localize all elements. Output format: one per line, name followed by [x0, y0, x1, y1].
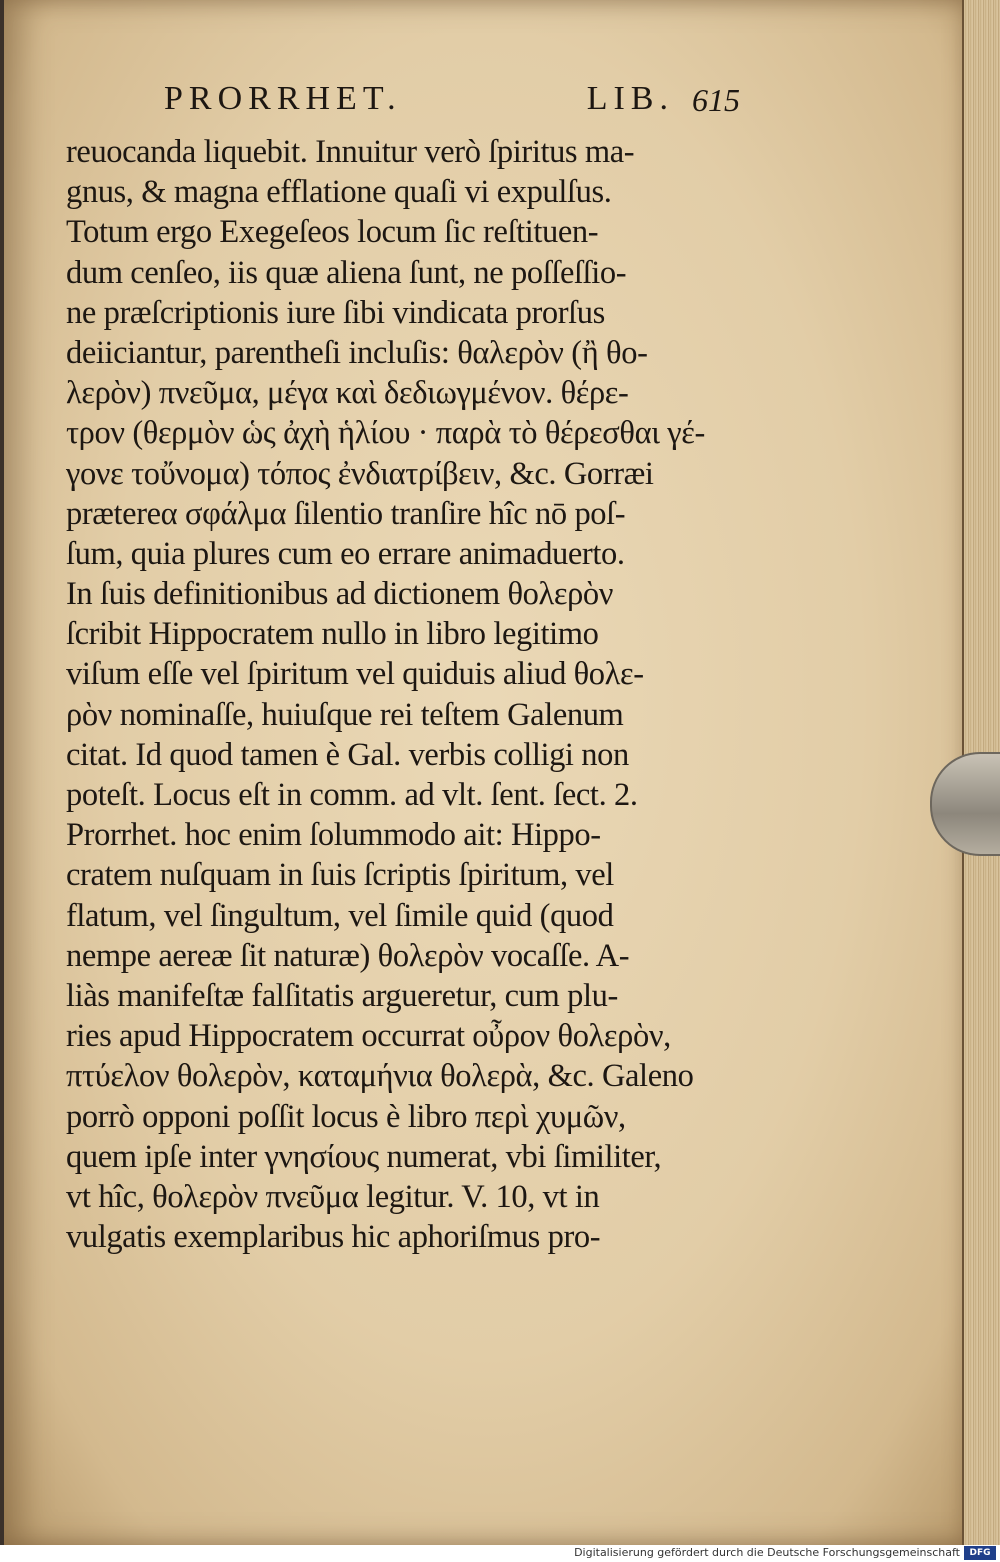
text-line: liàs manifeſtæ falſitatis argueretur, cum plu- — [66, 977, 618, 1014]
text-line: viſum eſſe vel ſpiritum vel quiduis aliud θολε- — [66, 656, 644, 693]
text-line: cratem nuſquam in ſuis ſcriptis ſpiritum, vel — [66, 857, 614, 894]
text-line: nempe aereæ ſit naturæ) θολερὸν vocaſſe. A- — [66, 937, 630, 974]
text-line: ries apud Hippocratem occurrat οὖρον θολερὸν, — [66, 1018, 671, 1055]
book-page — [4, 0, 972, 1545]
text-line: vt hîc, θολερὸν πνεῦμα legitur. V. 10, vt in — [66, 1178, 600, 1215]
text-line: gnus, & magna efflatione quaſi vi expulſus. — [66, 174, 612, 211]
page-number: 615 — [692, 82, 740, 118]
text-line: Totum ergo Exegeſeos locum ſic reſtituen- — [66, 214, 599, 251]
text-line: πτύελον θολερὸν, καταμήνια θολερὰ, &c. Galeno — [66, 1058, 694, 1095]
text-line: citat. Id quod tamen è Gal. verbis colligi non — [66, 736, 629, 773]
text-line: λερὸν) πνεῦμα, μέγα καὶ δεδιωγμένον. θέρε- — [66, 375, 629, 412]
text-block — [66, 132, 746, 1257]
text-line: flatum, vel ſingultum, vel ſimile quid (quod — [66, 897, 614, 934]
text-line: porrò opponi poſſit locus è libro περὶ χυμῶν, — [66, 1098, 626, 1135]
text-line: ſum, quia plures cum eo errare animaduerto. — [66, 535, 625, 572]
text-line: ne præſcriptionis iure ſibi vindicata prorſus — [66, 294, 605, 331]
text-line: prætereα σφάλμα ſilentio tranſire hîc nō poſ- — [66, 495, 626, 532]
text-line: ſcribit Hippocratem nullo in libro legitimo — [66, 616, 599, 653]
footer-bar — [0, 1545, 1000, 1562]
running-head-title: PRORRHET. — [164, 80, 402, 117]
running-head-book: LIB. — [586, 80, 674, 117]
footer-credit: Digitalisierung gefördert durch die Deutsche Forschungsgemeinschaft — [574, 1546, 960, 1559]
text-line: poteſt. Locus eſt in comm. ad vlt. ſent. ſect. 2. — [66, 777, 638, 813]
text-line: reuocanda liquebit. Innuitur verò ſpiritus ma- — [66, 134, 635, 170]
text-line: In ſuis definitionibus ad dictionem θολερὸν — [66, 576, 614, 613]
dfg-logo: DFG — [964, 1546, 996, 1560]
text-line: quem ipſe inter γνησίους numerat, vbi ſimiliter, — [66, 1138, 662, 1175]
text-line: τρον (θερμὸν ὡς ἀχὴ ἡλίου · παρὰ τὸ θέρεσθαι γέ- — [66, 415, 705, 452]
text-line: deiiciantur, parentheſi incluſis: θαλερὸν (ἢ θο- — [66, 334, 648, 371]
text-line: Prorrhet. hoc enim ſolummodo ait: Hippo- — [66, 817, 601, 854]
text-line: γονε τοὔνομα) τόπος ἐνδιατρίβειν, &c. Gorræi — [66, 455, 654, 492]
text-line: ρὸν nominaſſe, huiuſque rei teſtem Galenum — [66, 696, 624, 733]
text-line: dum cenſeo, iis quæ aliena ſunt, ne poſſeſſio- — [66, 254, 627, 291]
text-line: vulgatis exemplaribus hic aphoriſmus pro- — [66, 1219, 601, 1256]
